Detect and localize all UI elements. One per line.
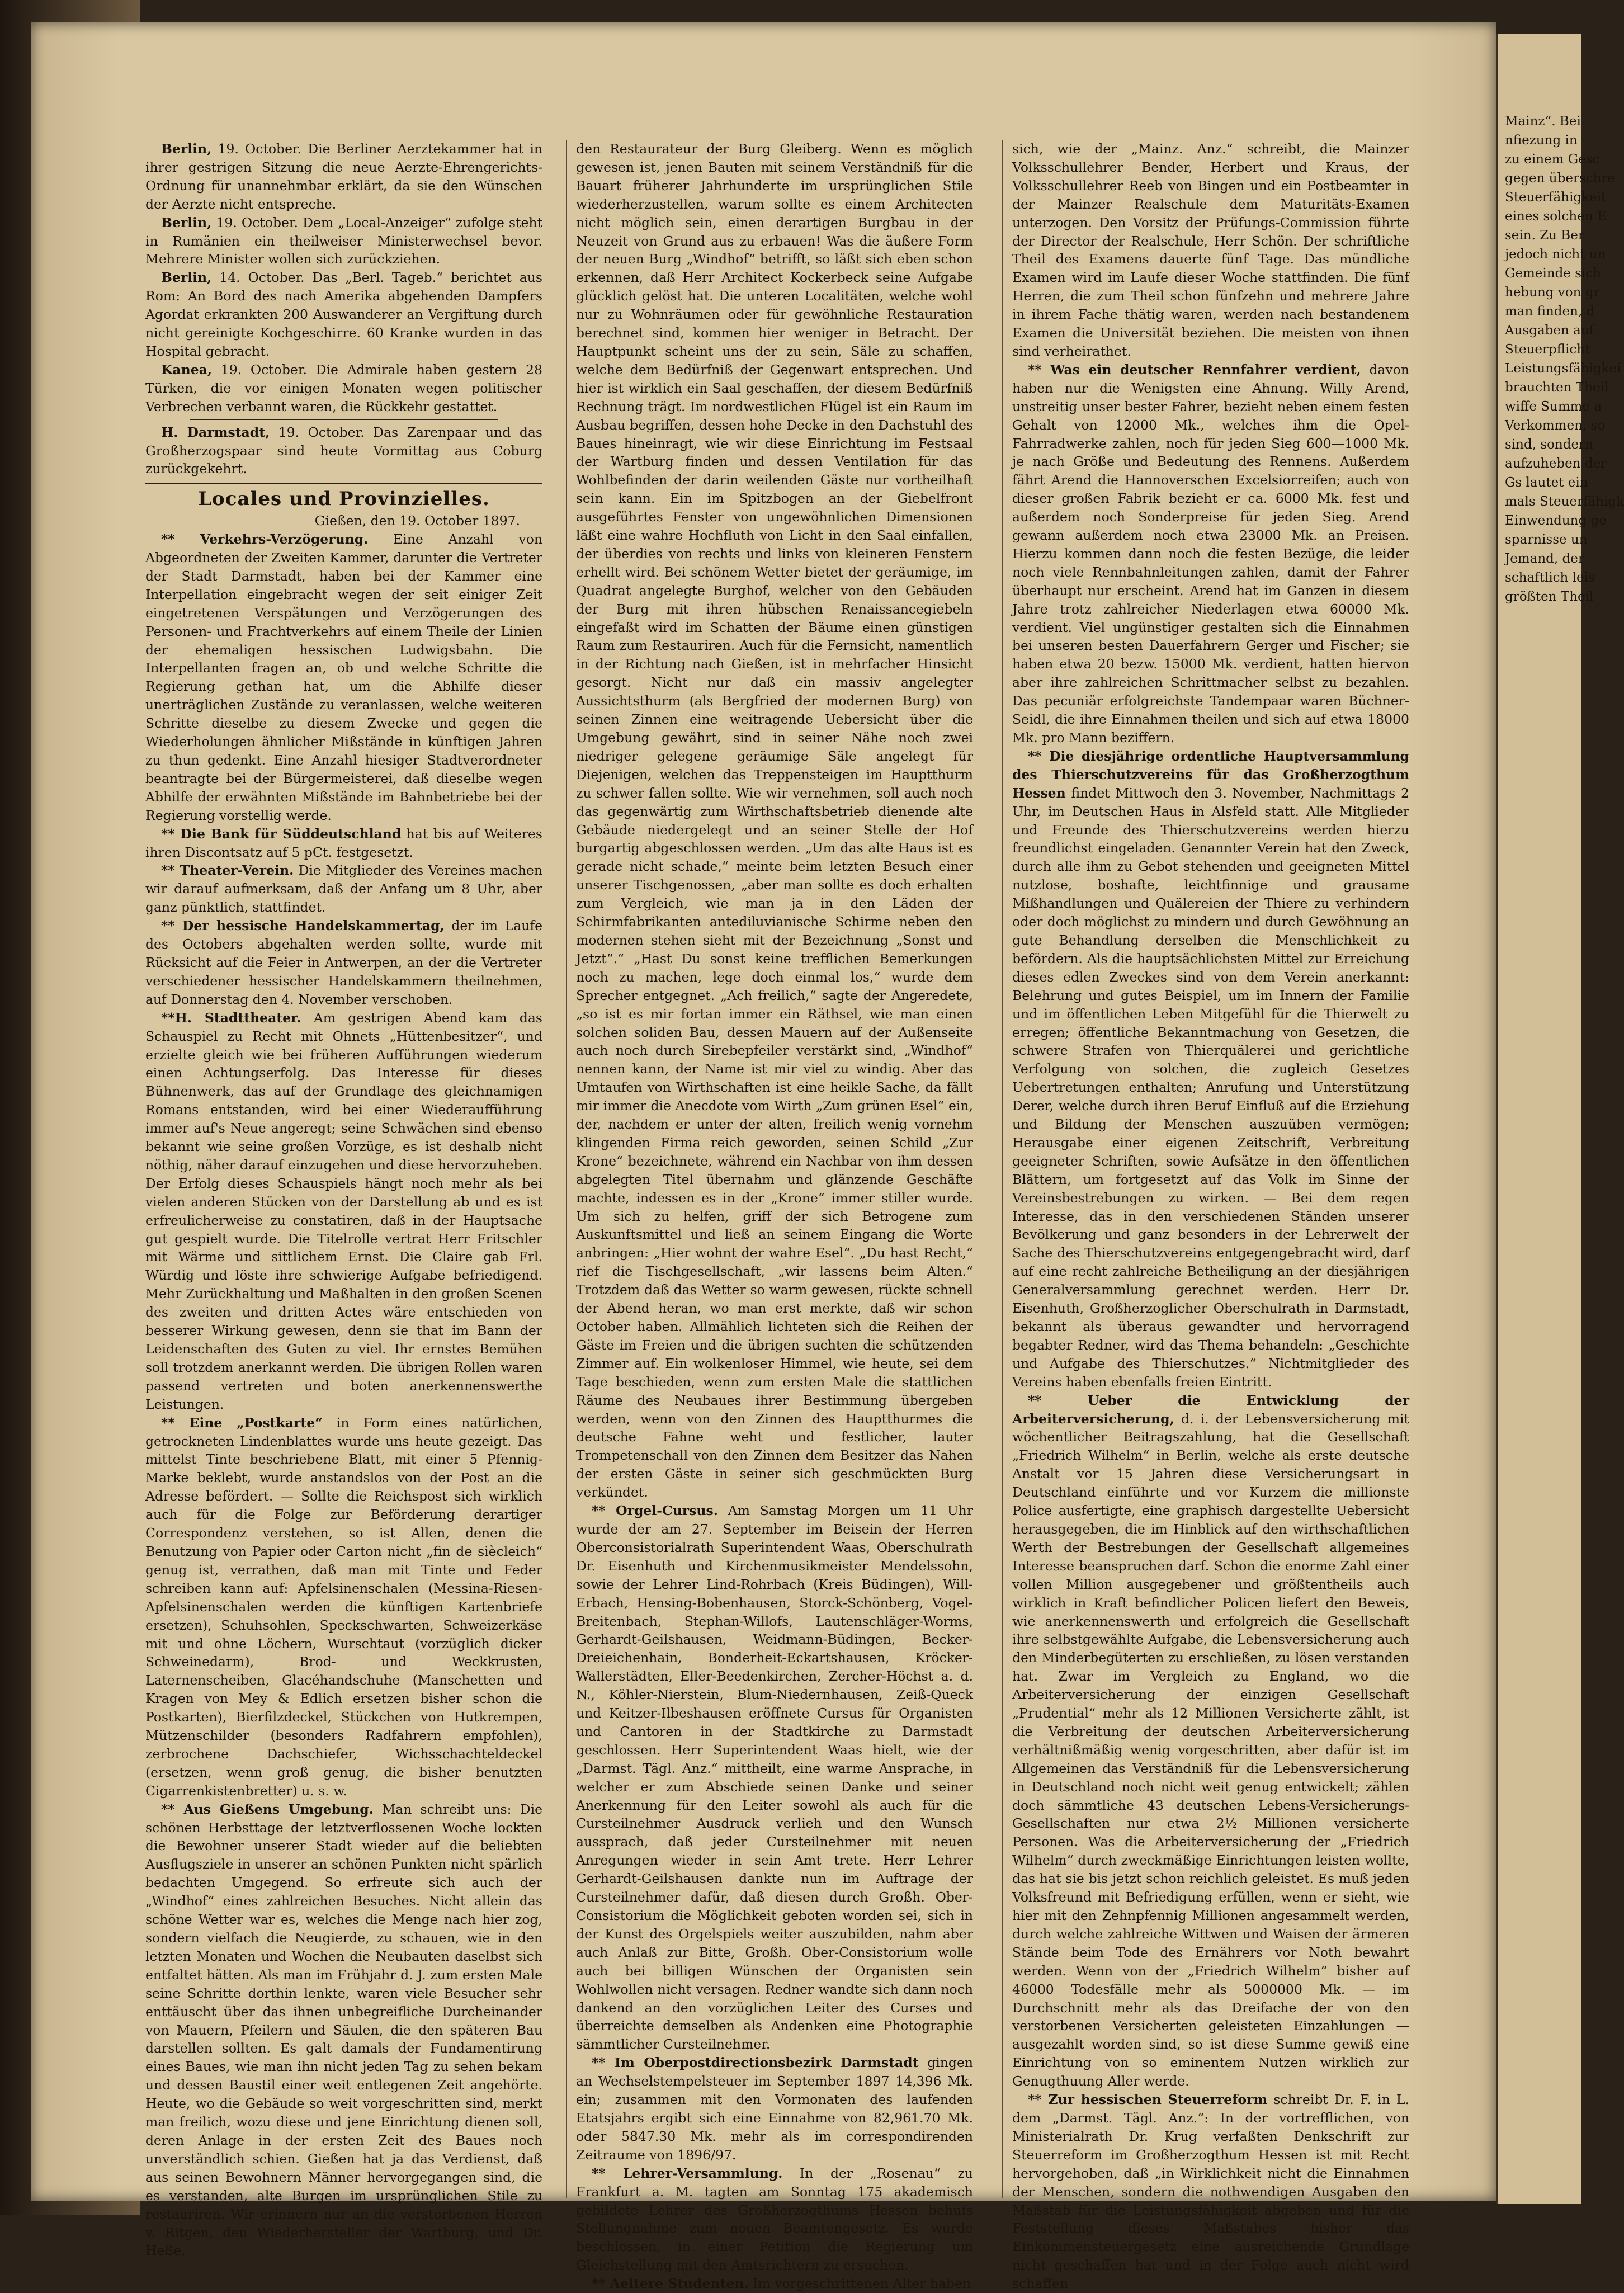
separator: [190, 419, 498, 420]
dateline-place: Berlin,: [161, 141, 212, 157]
news-text: 19. October. Die Berliner Aerztekammer hat in ihrer gestrigen Sitzung die neue Aerzte-Ehrengerichts-Ordnung für unannehmbar erklärt, da sie den Wünschen der Aerzte nicht entspreche.: [145, 141, 542, 212]
item-heading: ** Was ein deutscher Rennfahrer verdient,: [1028, 361, 1361, 378]
item-heading: **H. Stadttheater.: [161, 1009, 301, 1026]
news-item: [145, 423, 542, 479]
news-item: [145, 1009, 542, 1414]
item-heading: ** Aus Gießens Umgebung.: [161, 1801, 374, 1817]
item-heading: ** Ueber die Entwicklung der Arbeiterversicherung,: [1012, 1392, 1409, 1427]
dateline-place: H. Darmstadt,: [161, 424, 270, 440]
item-heading: ** Aeltere Studenten.: [592, 2276, 749, 2292]
dateline-place: Berlin,: [161, 270, 212, 286]
column-2: [576, 140, 973, 2292]
news-item: [145, 268, 542, 361]
news-text: 14. October. Das „Berl. Tageb.“ berichtet aus Rom: An Bord des nach Amerika abgehenden Dampfers Agordat erkrankten 200 Auswanderer an Vergiftung durch nicht gereinigte Kochgeschirre. 60 Kranke wurden in das Hospital gebracht.: [145, 270, 542, 359]
news-item: [1012, 2091, 1409, 2293]
news-text: Eine Anzahl von Abgeordneten der Zweiten Kammer, darunter die Vertreter der Stadt Darmstadt, haben bei der Kammer eine Interpellation eingebracht wegen der seit einiger Zeit eingetretenen Verspätungen und Verzögerungen des Personen- und Frachtverkehrs auf einem Theile der Linien der ehemaligen hessischen Ludwigsbahn. Die Interpellanten fragen an, ob und welche Schritte die Regierung gethan hat, um die Abhilfe dieser unerträglichen Zustände zu veranlassen, welche weiteren Schritte dieselbe zu diesem Zwecke und gegen die Wiederholungen ähnlicher Mißstände in künftigen Jahren zu thun gedenkt. Eine Anzahl hiesiger Stadtverordneter beantragte bei der Bürgermeisterei, daß dieselbe wegen Abhilfe der erwähnten Mißstände im Bahnbetriebe bei der Regierung vorstellig werde.: [145, 531, 542, 823]
news-item: [576, 2275, 973, 2293]
news-text: schreibt Dr. F. in L. dem „Darmst. Tägl. Anz.“: In der vortrefflichen, von Ministerialrath Dr. Krug verfaßten Denkschrift zur Steuerreform im Großherzogthum Hessen ist mit Recht hervorgehoben, daß „in Wirklichkeit nicht die Einnahmen der Menschen, sondern die nothwendigen Ausgaben den Maßstab für die Leistungsfähigkeit abgeben und für die Feststellung dieses Maßstabes bisher das Einkommensteuergesetz eine ausreichende Grundlage nicht geschaffen hat und in der Folge auch nicht wird schaffen: [1012, 2092, 1409, 2292]
news-item: [1012, 361, 1409, 747]
column-divider-2: [1002, 140, 1003, 2198]
news-text: d. i. der Lebensversicherung mit wöchentlicher Beitragszahlung, hat die Gesellschaft „Friedrich Wilhelm“ in Berlin, welche als erste deutsche Anstalt vor 15 Jahren diese Versicherungsart in Deutschland einführte und vor Kurzem die millionste Police ausfertigte, eine graphisch dargestellte Uebersicht herausgegeben, die im Hinblick auf den wirthschaftlichen Werth der Bestrebungen der Gesellschaft allgemeines Interesse beanspruchen darf. Schon die enorme Zahl einer vollen Million ausgegebener und größtentheils auch wirklich in Kraft befindlicher Policen liefert den Beweis, wie anerkennenswerth und erfolgreich die Gesellschaft ihre selbstgewählte Aufgabe, die Lebensversicherung auch den Minderbegüterten zu erschließen, zu lösen verstanden hat. Zwar im Vergleich zu England, wo die Arbeiterversicherung der einzigen Gesellschaft „Prudential“ mehr als 12 Millionen Versicherte zählt, ist die Verbreitung der deutschen Arbeiterversicherung verhältnißmäßig wenig vorgeschritten, aber dafür ist im Allgemeinen das Verständniß für die Lebensversicherung in Deutschland noch nicht weit genug entwickelt; zählen doch sämmtliche 43 deutschen Lebens-Versicherungs-Gesellschaften nur etwa 2½ Millionen versicherte Personen. Was die Arbeiterversicherung der „Friedrich Wilhelm“ durch zweckmäßige Einrichtungen leisten wollte, das hat sie bis jetzt schon reichlich geleistet. Es muß jeden Volksfreund mit Befriedigung erfüllen, wenn er sieht, wie hier mit den Zehnpfennig Millionen angesammelt werden, durch welche zahlreiche Wittwen und Waisen der ärmeren Stände beim Tode des Ernährers vor Noth bewahrt werden. Wenn von der „Friedrich Wilhelm“ bisher auf 46000 Todesfälle mehr als 5000000 Mk. — im Durchschnitt mehr als das Dreifache der von den verstorbenen Versicherten geleisteten Einzahlungen — ausgezahlt worden sind, so ist diese Summe gewiß eine Einrichtung von so eminentem Nutzen wirklich zur Genugthuung Aller werde.: [1012, 1410, 1409, 2089]
column-divider-1: [566, 140, 567, 2198]
news-text: In der „Rosenau“ zu Frankfurt a. M. tagten am Sonntag 175 akademisch gebildete Lehrer des Großherzogthums Hessen behufs Stellungnahme zum neuen Beamtengesetz. Es wurde beschlossen, in einer Petition die Regierung um Gleichstellung mit den Amtsrichtern zu ersuchen.: [576, 2165, 973, 2273]
news-text: 19. October. Die Admirale haben gestern 28 Türken, die vor einigen Monaten wegen politischer Verbrechen verbannt waren, die Rückkehr gestattet.: [145, 361, 542, 414]
news-text: 19. October. Dem „Local-Anzeiger“ zufolge steht in Rumänien ein theilweiser Ministerwechsel bevor. Mehrere Minister wollen sich zurückziehen.: [145, 214, 542, 267]
dateline-place: Berlin,: [161, 214, 212, 230]
item-heading: ** Verkehrs-Verzögerung.: [161, 531, 369, 548]
news-text: davon haben nur die Wenigsten eine Ahnung. Willy Arend, unstreitig unser bester Fahrer, bezieht neben einem festen Gehalt von 12000 Mk., welches ihm die Opel-Fahrradwerke zahlen, noch für jeden Sieg 600—1000 Mk. je nach Größe und Bedeutung des Rennens. Außerdem fährt Arend die Hannoverschen Excelsiorreifen; auch von dieser großen Fabrik bezieht er ca. 6000 Mk. fest und außerdem noch Sonderpreise für jeden Sieg. Arend gewann außerdem noch etwa 23000 Mk. an Preisen. Hierzu kommen dann noch die festen Bezüge, die leider noch viele Rennbahnleitungen zahlen, damit der Fahrer überhaupt nur erscheint. Arend hat im Ganzen in diesem Jahre trotz zahlreicher Niederlagen etwa 60000 Mk. verdient. Viel ungünstiger gestalten sich die Einnahmen bei unseren besten Dauerfahrern Gerger und Fischer; sie haben etwa 20 bezw. 15000 Mk. verdient, hatten hiervon aber ihre zahlreichen Schrittmacher selbst zu bezahlen. Das pecuniär erfolgreichste Tandempaar waren Büchner-Seidl, die ihre Einnahmen theilen und sich auf etwa 18000 Mk. pro Mann beziffern.: [1012, 361, 1409, 746]
news-text: Am gestrigen Abend kam das Schauspiel zu Recht mit Ohnets „Hüttenbesitzer“, und erzielte gleich wie bei früheren Aufführungen wiederum einen Achtungserfolg. Das Interesse für dieses Bühnenwerk, das auf der Grundlage des gleichnamigen Romans entstanden, wird bei einer Wiederaufführung immer auf's Neue angeregt; seine Schwächen sind ebenso bekannt wie seine großen Vorzüge, es ist deshalb nicht nöthig, näher darauf einzugehen und diese hervorzuheben. Der Erfolg dieses Schauspiels hängt noch mehr als bei vielen anderen Stücken von der Darstellung ab und es ist erfreulicherweise zu constatiren, daß in der Hauptsache gut gespielt wurde. Die Titelrolle vertrat Herr Fritschler mit Wärme und sittlichem Ernst. Die Claire gab Frl. Würdig und löste ihre schwierige Aufgabe befriedigend. Mehr Zurückhaltung und Maßhalten in den großen Scenen des zweiten und dritten Actes wäre entschieden von besserer Wirkung gewesen, denn sie that im Bann der Leidenschaften des Guten zu viel. Ihr ernstes Bemühen soll trotzdem anerkannt werden. Die übrigen Rollen waren passend vertreten und boten anerkennenswerthe Leistungen.: [145, 1009, 542, 1412]
news-text: hat bis auf Weiteres ihren Discontsatz auf 5 pCt. festgesetzt.: [145, 825, 542, 860]
news-item: [576, 2164, 973, 2275]
item-heading: ** Lehrer-Versammlung.: [592, 2165, 783, 2181]
news-text: sich, wie der „Mainz. Anz.“ schreibt, die Mainzer Volksschullehrer Bender, Herbert und Kraus, der Volksschullehrer Reeb von Bingen und ein Postbeamter in der Mainzer Realschule dem Maturitäts-Examen unterzogen. Den Vorsitz der Prüfungs-Commission führte der Director der Realschule, Herr Schön. Der schriftliche Theil des Examens dauerte fünf Tage. Das mündliche Examen wird im Laufe dieser Woche stattfinden. Die fünf Herren, die zum Theil schon fünfzehn und mehrere Jahre in ihrem Fache thätig waren, werden nach bestandenem Examen die Universität beziehen. Die meisten von ihnen sind verheirathet.: [1012, 141, 1409, 359]
news-item: [145, 530, 542, 825]
news-item: [145, 861, 542, 917]
news-item: [145, 1800, 542, 2261]
news-text: 19. October. Das Zarenpaar und das Großherzogspaar sind heute Vormittag aus Coburg zurückgekehrt.: [145, 424, 542, 477]
news-item: [145, 214, 542, 269]
news-item: [576, 1502, 973, 2054]
item-heading: ** Theater-Verein.: [161, 862, 294, 879]
news-text: Am Samstag Morgen um 11 Uhr wurde der am 27. September im Beisein der Herren Oberconsistorialrath Superintendent Waas, Oberschulrath Dr. Eisenhuth und Kirchenmusikmeister Mendelssohn, sowie der Lehrer Lind-Rohrbach (Kreis Büdingen), Will-Erbach, Hensing-Bobenhausen, Storck-Schönberg, Vogel-Breitenbach, Stephan-Willofs, Lautenschläger-Worms, Gerhardt-Geilshausen, Weidmann-Büdingen, Becker-Dreieichenhain, Bonderheit-Eckartshausen, Kröcker-Wallerstädten, Eller-Beedenkirchen, Zercher-Höchst a. d. N., Köhler-Nierstein, Blum-Niedernhausen, Zeiß-Queck und Keitzer-Ilbeshausen eröffnete Cursus für Organisten und Cantoren in der Stadtkirche zu Darmstadt geschlossen. Herr Superintendent Waas hielt, wie der „Darmst. Tägl. Anz.“ mittheilt, eine warme Ansprache, in welcher er zum Abschiede seinen Danke und seiner Anerkennung für den Leiter sowohl als auch für die Cursteilnehmer Ausdruck verlieh und den Wunsch aussprach, daß jeder Cursteilnehmer mit neuen Anregungen wieder in sein Amt trete. Herr Lehrer Gerhardt-Geilshausen dankte nun im Auftrage der Cursteilnehmer dafür, daß diesen durch Großh. Ober-Consistorium die Möglichkeit geboten worden sei, sich in der Kunst des Orgelspiels weiter auszubilden, nahm aber auch Anlaß zur Bitte, Großh. Ober-Consistorium wolle auch bei billigen Wünschen der Organisten sein Wohlwollen nicht versagen. Redner wandte sich dann noch dankend an den vorzüglichen Leiter des Curses und überreichte demselben als Andenken eine Photographie sämmtlicher Cursteilnehmer.: [576, 1503, 973, 2053]
section-rule: [145, 483, 542, 484]
news-text: Die Mitglieder des Vereines machen wir darauf aufmerksam, daß der Anfang um 8 Uhr, aber ganz pünktlich, stattfindet.: [145, 862, 542, 916]
item-heading: ** Der hessische Handelskammertag,: [161, 918, 445, 934]
item-heading: ** Orgel-Cursus.: [592, 1503, 718, 1519]
column-3: [1012, 140, 1409, 2292]
item-heading: ** Im Oberpostdirectionsbezirk Darmstadt: [592, 2055, 919, 2071]
news-item: [1012, 1391, 1409, 2091]
item-heading: ** Eine „Postkarte“: [161, 1414, 323, 1431]
news-text: gingen an Wechselstempelsteuer im September 1897 14,396 Mk. ein; zusammen mit den Vormonaten des laufenden Etatsjahrs ergibt sich eine Einnahme von 82,961.70 Mk. oder 5847.30 Mk. mehr als im correspondirenden Zeitraume von 1896/97.: [576, 2055, 973, 2163]
news-text: der im Laufe des Octobers abgehalten werden sollte, wurde mit Rücksicht auf die Feier in Antwerpen, an der die Vertreter verschiedener hessischer Handelskammern theilnehmen, auf Donnerstag den 4. November verschoben.: [145, 918, 542, 1007]
adjacent-page-text: Mainz“. Bei nfiezung in zu einem Gesc gegen überschre Steuerfähigkeit eines solchen E sein. Zu Ber jedoch nicht un Gemeinde sich hebung von gr man finden, d Ausgaben auf Steuerpflicht Leistungsfähigkei brauchten Theil wiffe Summe a Verkommen, so sind, sondern aufzuheben der Gs lautet ein mals Steuerfähigk Einwendung ge sparnisse un Jemand, der schaftlich leis größten Theil: [1505, 114, 1624, 604]
item-heading: ** Zur hessischen Steuerreform: [1028, 2092, 1268, 2108]
news-text: in Form eines natürlichen, getrockneten Lindenblattes wurde uns heute gezeigt. Das mittelst Tinte beschriebene Blatt, mit einer 5 Pfennig-Marke beklebt, wurde anstandslos von der Post an die Adresse befördert. — Sollte die Reichspost sich wirklich auch für die Folge zur Beförderung derartiger Correspondenz verstehen, so ist Allen, denen die Benutzung von Papier oder Carton nicht „fin de siècleich“ genug ist, verrathen, daß man mit Tinte und Feder schreiben kann auf: Apfelsinenschalen (Messina-Riesen-Apfelsinenschalen werden die künftigen Kartenbriefe ersetzen), Schuhsohlen, Speckschwarten, Schweizerkäse mit und ohne Löchern, Wurschtaut (vorzüglich dicker Schweinedarm), Brod- und Weckkrusten, Laternenscheiben, Glacéhandschuhe (Manschetten und Kragen von Mey & Edlich ersetzen bisher schon die Postkarten), Bierfilzdeckel, Stückchen von Hutkrempen, Mützenschilder (besonders Radfahrern empfohlen), zerbrochene Dachschiefer, Wichsschachteldeckel (ersetzen, wenn groß genug, die bisher benutzten Cigarrenkistenbretter) u. s. w.: [145, 1414, 542, 1799]
news-item: [576, 2054, 973, 2164]
column-1: [145, 140, 542, 2259]
item-heading: ** Die diesjährige ordentliche Hauptversammlung des Thierschutzvereins für das Großherzogthum Hessen: [1012, 748, 1409, 801]
dateline-place: Kanea,: [161, 361, 213, 378]
news-text: findet Mittwoch den 3. November, Nachmittags 2 Uhr, im Deutschen Haus in Alsfeld statt. Alle Mitglieder und Freunde des Thierschutzvereins werden hierzu freundlichst eingeladen. Genannter Verein hat den Zweck, durch alle ihm zu Gebot stehenden und geeigneten Mittel nutzlose, boshafte, leichtfinnige und grausame Mißhandlungen und Quälereien der Thiere zu verhindern oder doch möglichst zu mindern und durch Gewöhnung an gute Behandlung derselben die Menschlichkeit zu befördern. Als die hauptsächlichsten Mittel zur Erreichung dieses edlen Zweckes sind von dem Verein anerkannt: Belehrung und gutes Beispiel, um im Innern der Familie und im öffentlichen Leben Mitgefühl für die Thierwelt zu erregen; öffentliche Bekanntmachung von Gesetzen, die schwere Strafen von Thierquälerei und gerichtliche Verfolgung von solchen, die zugleich Gesetzes Uebertretungen enthalten; Anrufung und Unterstützung Derer, welche durch ihren Beruf Einfluß auf die Erziehung und Bildung der Menschen auszuüben vermögen; Herausgabe einer eigenen Zeitschrift, Verbreitung geeigneter Schriften, sowie Aufsätze in den öffentlichen Blättern, um fortgesetzt auf das Volk im Sinne der Vereinsbestrebungen zu wirken. — Bei dem regen Interesse, das in den verschiedenen Ständen unserer Bevölkerung und ganz besonders in der Lehrerwelt der Sache des Thierschutzvereins entgegengebracht wird, darf auf eine recht zahlreiche Betheiligung an der diesjährigen Generalversammlung gerechnet werden. Herr Dr. Eisenhuth, Großherzoglicher Oberschulrath in Darmstadt, bekannt als überaus gewandter und hervorragend begabter Redner, wird das Thema behandeln: „Geschichte und Aufgabe des Thierschutzes.“ Nichtmitglieder des Vereins haben ebenfalls freien Eintritt.: [1012, 785, 1409, 1390]
news-item: [145, 140, 542, 214]
adjacent-page-edge: [1496, 34, 1624, 2204]
news-text: Im vorgeschrittenen Alter haben: [753, 2276, 971, 2292]
section-title: Locales und Provinzielles.: [198, 488, 490, 511]
news-item: [145, 917, 542, 1009]
news-text: den Restaurateur der Burg Gleiberg. Wenn es möglich gewesen ist, jenen Bauten mit seinem Verständniß für die Bauart früherer Jahrhunderte im ursprünglichen Stile wiederherzustellen, warum sollte es einem Architecten nicht möglich sein, einen derartigen Burgbau in der Neuzeit von Grund aus zu erbauen! Was die äußere Form der neuen Burg „Windhof“ betrifft, so läßt sich eben schon erkennen, daß Herr Architect Kockerbeck seine Aufgabe glücklich gelöst hat. Die unteren Localitäten, welche wohl nur zu Wohnräumen oder für gewöhnliche Restauration berechnet sind, kommen hier weniger in Betracht. Der Hauptpunkt scheint uns der zu sein, Säle zu schaffen, welche dem Bedürfniß der Gegenwart entsprechen. Und hier ist wirklich ein Saal geschaffen, der diesem Bedürfniß Rechnung trägt. Im nordwestlichen Flügel ist ein Raum im Ausbau begriffen, dessen hohe Decke in den Dachstuhl des Baues hineinragt, wie wir diese Einrichtung im Festsaal der Wartburg finden und dessen Ventilation für das Wohlbefinden der darin weilenden Gäste nur vortheilhaft sein kann. Ein im Spitzbogen an der Giebelfront ausgeführtes Fenster von ungewöhnlichen Dimensionen läßt eine wahre Hochfluth von Licht in den Saal einfallen, der überdies von rechts und links von kleineren Fenstern erhellt wird. Bei schönem Wetter bietet der geräumige, im Quadrat angelegte Burghof, welcher von den Gebäuden der Burg mit ihren hübschen Renaissancegiebeln eingefaßt wird im Schatten der Bäume einen günstigen Raum zum Restauriren. Auch für die Fernsicht, namentlich in der Richtung nach Gießen, ist in mehrfacher Hinsicht gesorgt. Nicht nur daß ein massiv angelegter Aussichtsthurm (als Bergfried der modernen Burg) von seinen Zinnen eine weitragende Uebersicht über die Umgebung gewährt, sind in seiner Nähe noch zwei niedriger gelegene geräumige Säle angelegt für Diejenigen, welchen das Treppensteigen im Hauptthurm zu schwer fallen sollte. Wie wir vernehmen, soll auch noch das gegenwärtig zum Wirthschaftsbetrieb dienende alte Gebäude niedergelegt und an seiner Stelle der Hof burgartig abgeschlossen werden. „Um das alte Haus ist es gerade nicht schade,“ meinte beim letzten Besuch einer unserer Tischgenossen, „aber man sollte es doch erhalten zum Vergleich, wie man ja in den Läden der Schirmfabrikanten antediluvianische Schirme neben den modernen stehen sieht mit der Bezeichnung „Sonst und Jetzt“.“ „Hast Du sonst keine trefflichen Bemerkungen noch zu machen, lege doch einmal los,“ wurde dem Sprecher entgegnet. „Ach freilich,“ sagte der Angeredete, „so ist es mir fortan immer ein Räthsel, wie man einen solchen soliden Bau, dessen Mauern auf der Außenseite auch noch durch Sirebepfeiler verstärkt sind, „Windhof“ nennen kann, der Name ist mir viel zu windig. Aber das Umtaufen von Wirthschaften ist eine heikle Sache, da fällt mir immer die Anecdote vom Wirth „Zum grünen Esel“ ein, der, nachdem er unter der alten, freilich wenig vornehm klingenden Firma reich geworden, seinen Schild „Zur Krone“ bezeichnete, während ein Nachbar von ihm dessen abgelegten Titel übernahm und glänzende Geschäfte machte, indessen es in der „Krone“ immer stiller wurde. Um sich zu helfen, griff der sich Betrogene zum Auskunftsmittel und ließ an seinem Eingang die Worte anbringen: „Hier wohnt der wahre Esel“. „Du hast Recht,“ rief die Tischgesellschaft, „wir lassens beim Alten.“ Trotzdem daß das Wetter so warm gewesen, rückte schnell der Abend heran, wo man erst merkte, daß wir schon October haben. Allmählich lichteten sich die Reihen der Gäste im Freien und die übrigen suchten die schützenden Zimmer auf. Ein wolkenloser Himmel, wie heute, sei dem Tage beschieden, wenn zum ersten Male die stattlichen Räume des Neubaues ihrer Bestimmung übergeben werden, wenn von den Zinnen des Hauptthurmes die deutsche Fahne weht und festlicher, lauter Trompetenschall von den Zinnen dem Besitzer das Nahen der ersten Gäste in seiner sich geschmückten Burg verkündet.: [576, 141, 973, 1501]
dateline: Gießen, den 19. October 1897.: [314, 513, 520, 529]
news-item: [145, 825, 542, 862]
news-item: [145, 1414, 542, 1800]
news-text: Man schreibt uns: Die schönen Herbsttage der letztverflossenen Woche lockten die Bewohner unserer Stadt wieder auf die beliebten Ausflugsziele in unserer an schönen Punkten nicht spärlich bedachten Umgegend. So erfreute sich auch der „Windhof“ eines zahlreichen Besuches. Nicht allein das schöne Wetter war es, welches die Menge nach hier zog, sondern vielfach die Neugierde, zu schauen, wie in den letzten Monaten und Wochen die Neubauten daselbst sich entfaltet hätten. Als man im Frühjahr d. J. zum ersten Male seine Schritte dorthin lenkte, waren viele Besucher sehr enttäuscht über das ihnen unbegreifliche Durcheinander von Mauern, Pfeilern und Säulen, die den späteren Bau darstellen sollten. Es galt damals der Fundamentirung eines Baues, wie man ihn nicht jeden Tag zu sehen bekam und dessen Baustil einer weit entlegenen Zeit angehörte. Heute, wo die Gebäude so weit vorgeschritten sind, merkt man freilich, wozu diese und jene Einrichtung dienen soll, deren Anlage in der ersten Zeit des Baues noch unverständlich schien. Gießen hat ja das Verdienst, daß aus seinen Bewohnern Männer hervorgegangen sind, die es verstanden, alte Burgen im ursprünglichen Stile zu restauriren. Wir erinnern nur an die verstorbenen Herren v. Ritgen, den Wiederhersteller der Wartburg, und Dr. Heße,: [145, 1801, 542, 2259]
item-heading: ** Die Bank für Süddeutschland: [161, 825, 402, 842]
news-item: [1012, 747, 1409, 1391]
news-item: [145, 361, 542, 416]
